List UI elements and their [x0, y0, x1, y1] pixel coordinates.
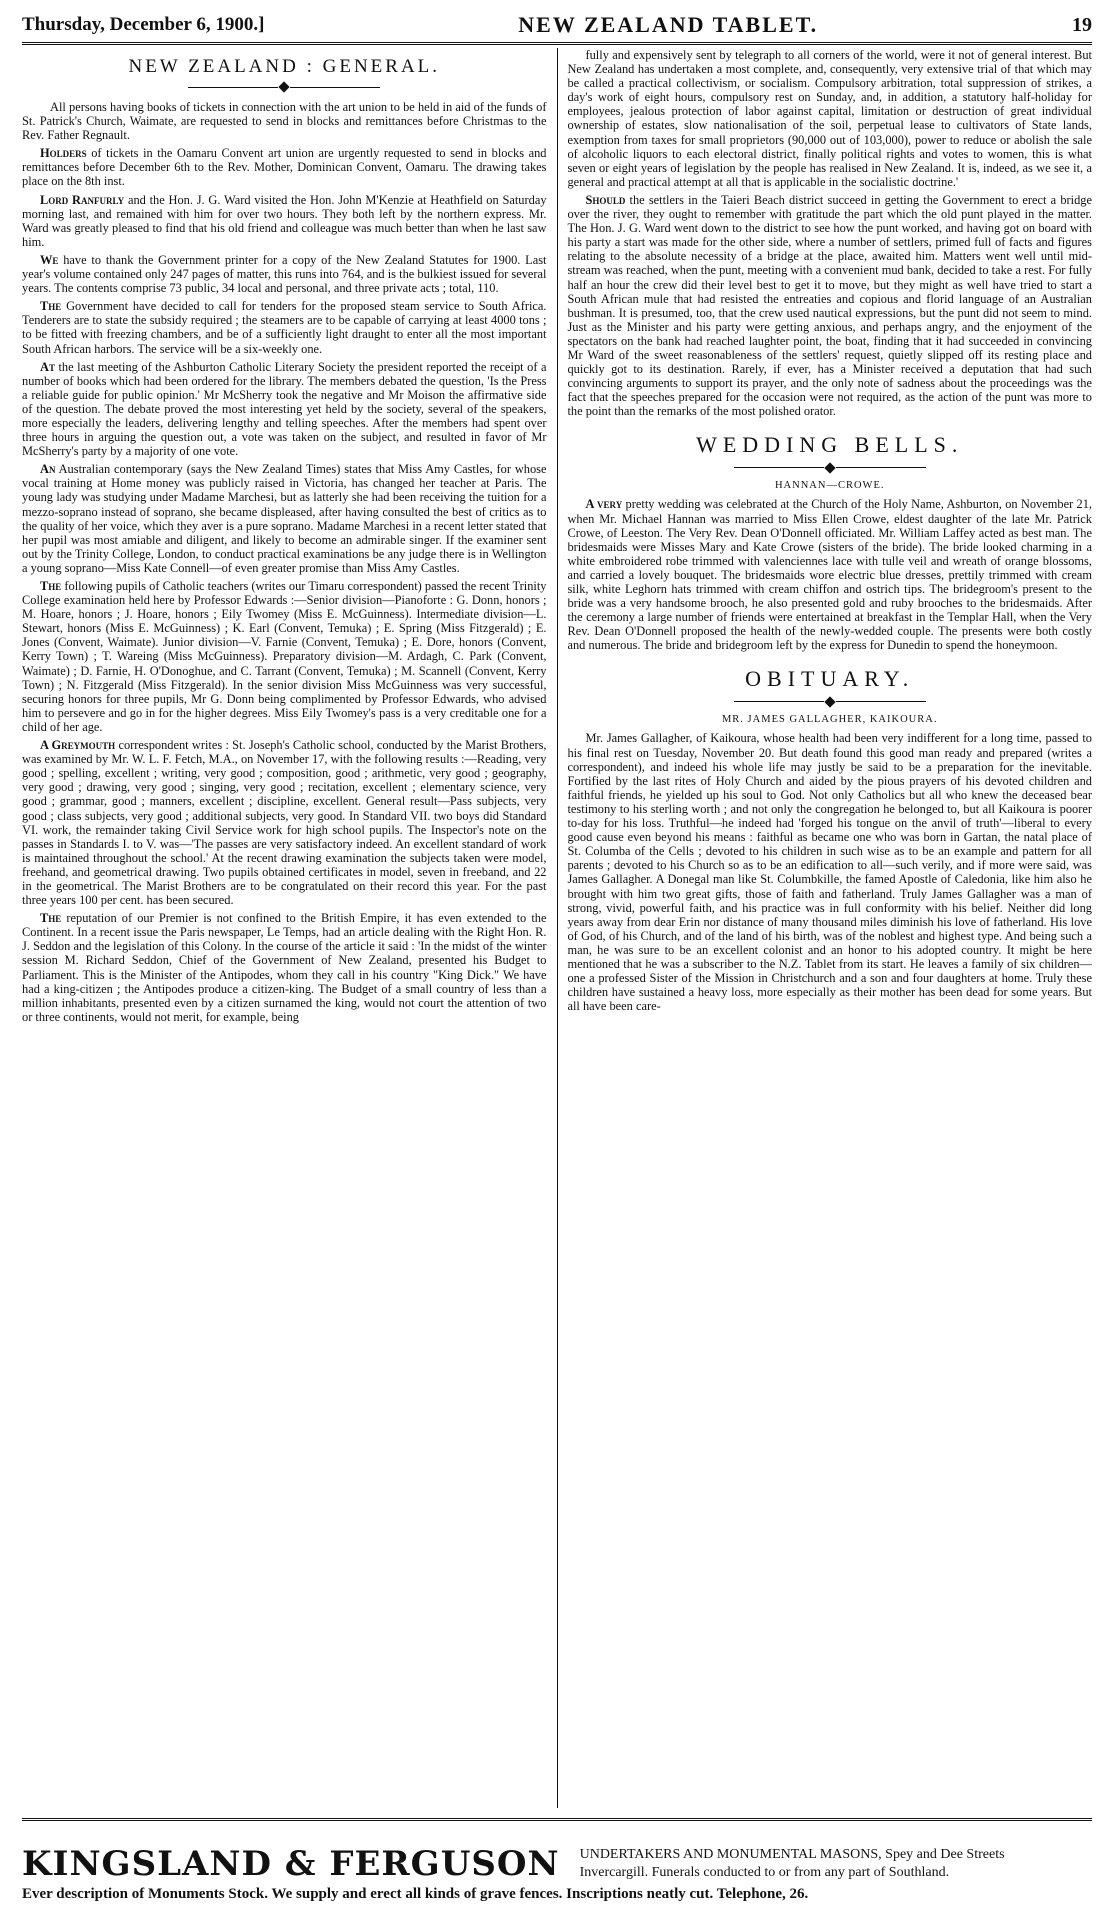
publication-title: NEW ZEALAND TABLET. [518, 12, 819, 37]
paragraph-text: Government have decided to call for tenders for the proposed steam service to South Africa. Tenderers are to state the subsidy required ; the steamers are to be capable of carrying at least 4000 tons ; to be fitted with freezing chambers, and be of a sufficiently light draught to enter all the most important South African harbors. The service will be a six-weekly one. [22, 299, 547, 356]
general-paragraph [22, 579, 547, 734]
paragraph-lead: We [40, 252, 59, 267]
ornament-divider [567, 694, 1092, 706]
advertisement [22, 1818, 1092, 1907]
paragraph-lead: Holders [40, 146, 87, 161]
wedding-paragraph [567, 497, 1092, 652]
paragraph-text: reputation of our Premier is not confined to the British Empire, it has even extended to the Continent. In a recent issue the Paris newspaper, Le Temps, had an article dealing with the Right Hon. R. J. Seddon and the legislation of this Colony. In the course of the article it said : 'In the midst of the winter session M. Richard Seddon, Chief of the Government of New Zealand, presented his Budget to Parliament. This is the Minister of the Antipodes, whom they call in his country "King Dick." We have had a king-citizen ; the Antipodes produce a citizen-king. The Budget of a small country of less than a million inhabitants, presented even by a citizen surnamed the king, would not court the attention of two or three continents, would not merit, for example, being [22, 911, 547, 1024]
paragraph-lead: The [40, 911, 62, 926]
paragraph-lead: At [40, 359, 55, 374]
ornament-divider [22, 80, 547, 92]
general-paragraph [22, 100, 547, 142]
paragraph-text: following pupils of Catholic teachers (writes our Timaru correspondent) passed the recent Trinity College examination held here by Professor Edwards :—Senior division—Pianoforte : G. Donn, honors ; M. Hoare, honors ; J. Hoare, honors ; Eily Twomey (Miss E. McGuinness). Intermediate division—L. Stewart, honors (Miss E. McGuinness) ; K. Earl (Convent, Temuka) ; E. Spring (Miss Fitzgerald) ; E. Jones (Convent, Waimate). Junior division—V. Farnie (Convent, Temuka) ; E. Dore, honors (Convent, Kerry Town) ; T. Wareing (Miss McGuinness). Preparatory division—M. Ardagh, C. Park (Convent, Waimate) ; D. Farnie, H. O'Donoghue, and C. Tarrant (Convent, Temuka) ; M. Scannell (Convent, Kerry Town) ; N. Fitzgerald (Miss Fitzgerald). In the senior division Miss McGuinness was very successful, securing honors for three pupils, Mr G. Donn being complimented by Professor Edwards, who advised him to persevere and go in for the higher degrees. Miss Eily Twomey's pass is a very creditable one for a child of her age. [22, 579, 547, 734]
advert-info [580, 1846, 1005, 1882]
page-number: 19 [1071, 13, 1092, 36]
paragraph-text: the last meeting of the Ashburton Catholic Literary Society the president reported the receipt of a number of books which had been ordered for the library. The members debated the question, 'Is the Press a reliable guide for public opinion.' Mr McSherry took the negative and Mr Moison the affirmative side of the question. The debate proved the most interesting yet held by the society, several of the speakers, more especially the leaders, delivering lengthy and telling speeches. After the members had spent over three hours in arguing the question out, a vote was taken on the subject, and resulted in favor of Mr McSherry's party by a majority of one vote. [22, 359, 547, 459]
paragraph-text: the settlers in the Taieri Beach district succeed in getting the Government to erect a bridge over the river, they ought to remember with gratitude the part which the old punt played in the matter. The Hon. J. G. Ward went down to the district to see how the punt worked, and having got on board with his party a start was made for the other side, where a number of settlers, primed full of facts and figures relating to the absolute necessity of a bridge at the place, awaited him. Matters went well until mid-stream was reached, when the punt, meeting with a convenient mud bank, decided to take a rest. For fully half an hour the crew did their level best to get it to move, but they might as well have tried to start a South African mule that had resisted the entreaties and copious and florid language of an Australian bushman. It is presumed, too, that the crew used nautical expressions, but the punt did not seem to mind. Just as the Minister and his party were getting anxious, and perhaps angry, and the enjoyment of the spectators on the bank had reached laughter point, the boat, finding that it had succeeded in convincing Mr Ward of the sweet reasonableness of the settlers' request, quietly slipped off its resting place and quickly got to its destination. Rarely, if ever, has a Minister received a deputation that had such convincing arguments to support its prayer, and the only note of sadness about the proceedings was the fact that the speeches prepared for the occasion were not required, as the action of the punt was more to the point than the remarks of the most polished orator. [567, 192, 1092, 419]
issue-date: Thursday, December 6, 1900.] [22, 14, 265, 35]
advert-line-3: Ever description of Monuments Stock. We supply and erect all kinds of grave fences. Inscriptions neatly cut. Telephone, 26. [22, 1886, 809, 1902]
paragraph-text: have to thank the Government printer for a copy of the New Zealand Statutes for 1900. Last year's volume contained only 247 pages of matter, this runs into 764, and is the bulkiest issued for several years. The contents comprise 73 public, 34 local and personal, and three private acts ; total, 110. [22, 252, 547, 296]
masthead [22, 8, 1092, 45]
paragraph-lead: Lord Ranfurly [40, 192, 125, 207]
paragraph-text: fully and expensively sent by telegraph to all corners of the world, were it not of general interest. But New Zealand has undertaken a most complete, and, consequently, very extensive trial of that which may be called a practical collectivism, or socialism. Compulsory arbitration, total suppression of strikes, a day's work of eight hours, compulsory rest on Sunday, and, in addition, a statutory half-holiday for employees, jealous protection of labor against capital, limitation or destruction of great individual ownership of estates, slow nationalisation of the soil, perpetual lease to cultivators of State lands, exemption from taxes for small proprietors (90,000 out of 103,000), power to reduce or abolish the sale of alcoholic liquors to each electoral district, finally political rights and votes to women, this is what seven or eight years of legislation by the people has realised in New Zealand. It is, indeed, as we see it, a general and practical attempt at all that is applicable in the socialistic doctrine.' [567, 48, 1092, 189]
obituary-subtitle: MR. JAMES GALLAGHER, KAIKOURA. [721, 714, 938, 726]
paragraph-text: of tickets in the Oamaru Convent art union are urgently requested to send in blocks and remittances before December 6th to the Rev. Mother, Dominican Convent, Oamaru. The drawing takes place on the 8th inst. [22, 146, 547, 189]
right-column [557, 48, 1092, 1808]
obituary-paragraph [567, 731, 1092, 1013]
general-paragraphs [22, 100, 547, 1024]
general-paragraph [22, 299, 547, 355]
left-column [22, 48, 557, 1808]
advert-line-1: UNDERTAKERS AND MONUMENTAL MASONS, Spey and Dee Streets [579, 1847, 1005, 1862]
paragraph-text: and the Hon. J. G. Ward visited the Hon. John M'Kenzie at Heathfield on Saturday morning last, and remained with him for over two hours. They both left by the northern express. Mr. Ward was greatly pleased to find that his old friend and colleague was much better than when he last saw him. [22, 192, 547, 249]
taieri-paragraph [567, 193, 1092, 419]
general-paragraph [22, 462, 547, 575]
paragraph-lead: A Greymouth [40, 738, 116, 753]
general-paragraph [22, 360, 547, 459]
wedding-subtitle: HANNAN—CROWE. [774, 480, 885, 492]
general-paragraph [22, 911, 547, 1024]
paragraph-text: correspondent writes : St. Joseph's Catholic school, conducted by the Marist Brothers, was examined by Mr. W. L. F. Fetch, M.A., on November 17, with the following results :—Reading, very good ; spelling, excellent ; writing, very good ; composition, good ; arithmetic, very good ; geography, very good ; drawing, very good ; singing, very good ; recitation, excellent ; elementary science, very good ; grammar, good ; manners, excellent ; discipline, excellent. General result—Pass subjects, very good ; class subjects, very good ; additional subjects, very good. In Standard VII. two boys did Standard VI. work, the remainder taking Civil Service work for high school pupils. The Inspector's note on the passes in Standards I. to V. was—'The passes are very satisfactory indeed. An excellent standard of work is maintained throughout the school.' At the recent drawing examination the subjects taken were model, freehand, and geometrical drawing. Two pupils obtained certificates in model, seven in freeband, and 22 in the geometrical. The Marist Brothers are to be congratulated on their record this year. For the past three years 100 per cent. has been secured. [22, 738, 547, 908]
paragraph-lead: The [40, 299, 62, 314]
general-paragraph [22, 738, 547, 907]
paragraph-text: pretty wedding was celebrated at the Church of the Holy Name, Ashburton, on November 21, when Mr. Michael Hannan was married to Miss Ellen Crowe, eldest daughter of the late Mr. Patrick Crowe, of Leeston. The Very Rev. Dean O'Donnell officiated. Mr. William Laffey acted as best man. The bridesmaids were Misses Mary and Kate Crowe (sisters of the bride). The bride looked charming in a white embroidered robe trimmed with valenciennes lace with tulle veil and wreath of orange blossoms, and carried a lovely bouquet. The bridesmaids wore electric blue dresses, prettily trimmed with cream silk, white Leghorn hats trimmed with cream chiffon and ostrich tips. The bridegroom's present to the bride was a very handsome brooch, he also presented gold and ruby brooches to the bridesmaids. After the ceremony a large number of friends were entertained at breakfast in the Templar Hall, when the Very Rev. Dean O'Donnell proposed the health of the newly-wedded couple. The presents were both costly and numerous. The bride and bridegroom left by the express for Dunedin to spend the honeymoon. [567, 497, 1092, 653]
wedding-section-title: WEDDING BELLS. [696, 432, 964, 458]
advert-line-2: Invercargill. Funerals conducted to or from any part of Southland. [579, 1865, 950, 1880]
general-section-title: NEW ZEALAND : GENERAL. [128, 56, 441, 77]
paragraph-lead: The [40, 579, 62, 593]
paragraph-lead: A very [585, 497, 623, 512]
general-paragraph [22, 193, 547, 249]
general-paragraph [22, 146, 547, 188]
paragraph-text: Mr. James Gallagher, of Kaikoura, whose health had been very indifferent for a long time, passed to his final rest on Tuesday, November 20. But death found this good man ready and prepared (writes a correspondent), and indeed his whole life may justly be said to be a preparation for the inevitable. Fortified by the last rites of Holy Church and aided by the pious prayers of his devoted children and faithful friends, he yielded up his soul to God. Not only Catholics but all who knew the deceased bear testimony to his sterling worth ; and not only the congregation he belonged to, but all Kaikoura is poorer to-day for his loss. Truthful—he indeed had 'forged his tongue on the anvil of truth'—liberal to every good cause even beyond his means : faithful as became one who was born in Gartan, the natal place of St. Columba of the Cells ; devoted to his children in such wise as to be an example and pattern for all parents ; devoted to his Church so as to be an edification to all—such verily, and if more were said, was James Gallagher. A Donegal man like St. Columbkille, the famed Apostle of Caledonia, like him also he brought with him two great gifts, those of faith and fatherland. Truly James Gallagher was a man of strong, vivid, powerful faith, and his practice was in full conformity with his belief. Neither did long years away from dear Erin nor distance of many thousand miles diminish his love of fatherland. His love of God, of his Church, and of the land of his birth, was of the noblest and highest type. And being such a man, he was sure to be an excellent colonist and an honor to his adopted country. It might be here mentioned that he was a subscriber to the N.Z. Tablet from its start. He leaves a family of six children—one a professed Sister of the Mission in Christchurch and a son and four daughters at home. Truly these children have sustained a heavy loss, more especially as their mother has been dead for some years. But all have been care- [567, 731, 1092, 1014]
paragraph-text: All persons having books of tickets in connection with the art union to be held in aid of the funds of St. Patrick's Church, Waimate, are requested to send in blocks and remittances before Christmas to the Rev. Father Regnault. [22, 100, 547, 143]
paragraph-lead: Should [585, 192, 626, 207]
paragraph-lead: An [40, 462, 56, 477]
advert-firm-name: KINGSLAND & FERGUSON [22, 1844, 560, 1884]
continued-paragraph [567, 48, 1092, 189]
paragraph-text: Australian contemporary (says the New Zealand Times) states that Miss Amy Castles, for whose vocal training at Home money was publicly raised in Victoria, has changed her teacher at Paris. The young lady was studying under Madame Marchesi, but as latterly she had been receiving the tuition for a mezzo-soprano instead of soprano, she became displeased, after having consulted the best of critics as to the quality of her voice, which they aver is a pure soprano. Madame Marchesi in a recent letter stated that her pupil was most amiable and diligent, and likely to become an admirable singer. If the examiner sent out by the Trinity College, London, to conduct practical examinations be any judge there is in Wellington a young soprano—Miss Kate Connell—of even greater promise than Miss Amy Castles. [22, 462, 547, 575]
ornament-divider [567, 460, 1092, 472]
obituary-section-title: OBITUARY. [745, 666, 915, 692]
article-columns [22, 48, 1092, 1808]
general-paragraph [22, 253, 547, 295]
